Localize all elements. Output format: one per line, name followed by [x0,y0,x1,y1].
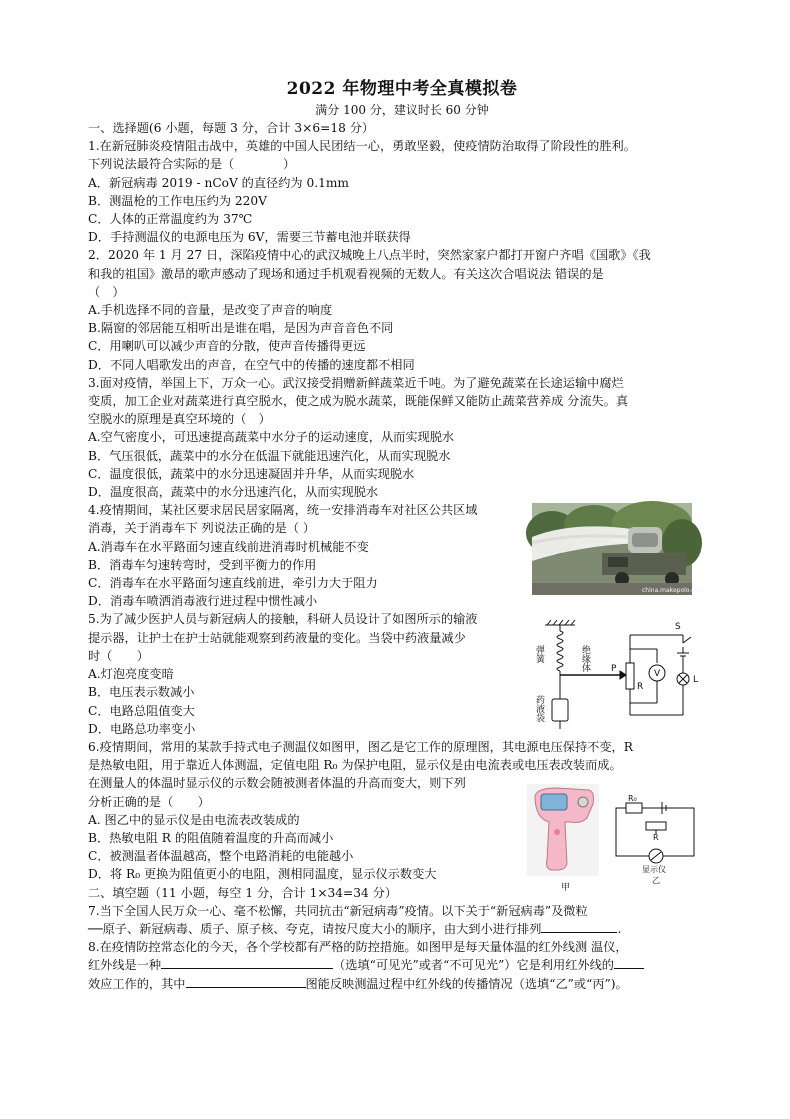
label-insulator: 绝缘体 [580,645,590,672]
q8-text-c: 效应工作的，其中 [88,976,186,991]
exam-subtitle: 满分 100 分，建议时长 60 分钟 [315,103,489,117]
fig-label-jia: 甲 [561,883,571,893]
ceiling-hatch [547,620,575,625]
q2-stem-line1: 2．2020 年 1 月 27 日，深陷疫情中心的武汉城晚上八点半时，突然家家户都打开窗户齐唱《国歌》《我 [88,248,651,263]
q6-stem-line3: 在测量人的体温时显示仪的示数会随被测者体温的升高而变大，则下列 [88,776,466,791]
q5-option-d: D．电路总功率变小 [88,721,196,736]
q1-option-a: A．新冠病毒 2019 - nCoV 的直径约为 0.1mm [88,175,349,190]
q2-stem-line3: （ ） [88,284,125,299]
label-bag: 药液袋 [534,695,544,722]
q4-stem-line1: 4.疫情期间，某社区要求居民居家隔离，统一安排消毒车对社区公共区域 [88,503,478,518]
label-R: R [653,833,659,842]
q5-option-c: C．电路总阻值变大 [88,703,195,718]
q8-stem-line2 [88,956,716,974]
q1-stem-line2: 下列说法最符合实际的是（ ） [88,157,296,172]
q8-text-d: 图能反映测温过程中红外线的传播情况（选填“乙”或“丙”)。 [305,976,628,991]
q5-stem-line1: 5.为了减少医护人员与新冠病人的接触，科研人员设计了如图所示的输液 [88,612,478,627]
q8-answer-blank-1[interactable] [161,956,333,969]
q3-option-c: C．温度很低，蔬菜中的水分迅速凝固并升华，从而实现脱水 [88,466,415,481]
resistor-R0 [626,803,642,813]
q4-stem-line2: 消毒，关于消毒车下 列说法正确的是（ ） [88,521,316,536]
q7-stem-line1: 7.当下全国人民万众一心、毫不松懈，共同抗击“新冠病毒”疫情。以下关于“新冠病毒”及微粒 [88,903,588,918]
q6-option-c: C．被测温者体温越高，整个电路消耗的电能越小 [88,849,354,864]
q5-option-a: A.灯泡亮度变暗 [88,667,174,682]
q2-option-c: C．用喇叭可以减少声音的分散，使声音传播得更远 [88,339,366,354]
label-P: P [611,664,617,674]
label-R0: R₀ [628,794,637,803]
q3-stem-line1: 3.面对疫情，举国上下，万众一心。武汉接受捐赠新鲜蔬菜近千吨。为了避免蔬菜在长途运输中腐烂 [88,375,624,390]
q1-option-b: B．测温枪的工作电压约为 220V [88,193,267,208]
q2-option-d: D．不同人唱歌发出的声音，在空气中的传播的速度都不相同 [88,357,415,372]
thermometer-screen [541,794,567,810]
q6-option-a: A. 图乙中的显示仪是由电流表改装成的 [88,812,300,827]
thermistor-R [646,822,666,830]
q6-circuit-figure [610,794,700,886]
q6-thermometer-photo [527,784,599,893]
q8-text-b: （选填“可见光”或者“不可见光”）它是利用红外线的 [333,958,614,973]
q1-option-c: C．人体的正常温度约为 37℃ [88,212,253,227]
exam-title: 2022 年物理中考全真模拟卷 [286,79,518,99]
label-V: V [654,669,661,679]
section-fill-heading: 二、填空题（11 小题，每空 1 分，合计 1×34=34 分） [88,885,398,900]
q7-stem-end: . [617,921,622,936]
liquid-bag-icon [552,699,568,721]
q2-stem-line2: 和我的祖国》激昂的歌声感动了现场和通过手机观看视频的无数人。有关这次合唱说法 错误的是 [88,266,604,281]
rheostat-resistor [626,663,634,689]
q3-option-a: A.空气密度小，可迅速提高蔬菜中水分子的运动速度，从而实现脱水 [88,430,455,445]
spring-icon [557,631,563,671]
q1-option-d: D．手持测温仪的电源电压为 6V，需要三节蓄电池并联获得 [88,230,411,245]
q6-option-d: D．将 R₀ 更换为阻值更小的电阻，测相同温度，显示仪示数变大 [88,867,437,882]
q5-stem-line2: 提示器，让护士在护士站就能观察到药液量的变化。当袋中药液量减少 [88,630,466,645]
q8-answer-blank-2[interactable] [614,956,644,969]
q7-answer-blank[interactable] [541,920,617,933]
q7-stem-line2 [88,920,716,938]
q4-option-b: B．消毒车匀速转弯时，受到平衡力的作用 [88,557,317,572]
q5-option-b: B．电压表示数减小 [88,685,195,700]
q1-stem-line1: 1.在新冠肺炎疫情阻击战中，英雄的中国人民团结一心，勇敢坚毅，使疫情防治取得了阶段性的胜利。 [88,139,636,154]
q4-option-c: C．消毒车在水平路面匀速直线前进，牵引力大于阻力 [88,576,378,591]
label-display: 显示仪 [642,865,666,874]
q6-stem-line2: 是热敏电阻，用于靠近人体测温，定值电阻 R₀ 为保护电阻，显示仪是由电流表或电压表改装而成。 [88,758,622,773]
fig-label-yi: 乙 [652,876,660,885]
q4-disinfection-vehicle-photo [532,503,705,595]
q8-text-a: 红外线是一种 [88,958,162,973]
q3-stem-line3: 空脱水的原理是真空环境的（ ） [88,412,271,427]
q3-stem-line2: 变质，加工企业对蔬菜进行真空脱水，使之成为脱水蔬菜，既能保鲜又能防止蔬菜营养成 分流失。真 [88,394,629,409]
label-spring-1: 弹簧 [534,645,544,663]
q6-option-b: B．热敏电阻 R 的阻值随着温度的升高而减小 [88,830,334,845]
q4-option-a: A.消毒车在水平路面匀速直线前进消毒时机械能不变 [88,539,369,554]
label-S: S [675,622,681,632]
q6-stem-line1: 6.疫情期间，常用的某款手持式电子测温仪如图甲，图乙是它工作的原理图，其电源电压保持不变，R [88,739,633,754]
slider-arrow [620,671,626,679]
q5-stem-line3: 时（ ） [88,648,149,663]
q4-option-d: D．消毒车喷洒消毒液行进过程中惯性减小 [88,594,318,609]
photo-watermark: china.makepolo.com [642,587,705,594]
thermometer-sensor [578,797,588,807]
q2-option-a: A.手机选择不同的音量，是改变了声音的响度 [88,303,333,318]
label-R: R [637,682,644,692]
q5-infusion-circuit-figure [525,617,710,737]
q2-option-b: B.隔窗的邻居能互相听出是谁在唱，是因为声音音色不同 [88,321,394,336]
q6-stem-line4: 分析正确的是（ ） [88,794,210,809]
section-choice-heading: 一、选择题(6 小题，每题 3 分，合计 3×6=18 分） [88,121,375,135]
switch-icon [683,637,691,643]
label-L: L [693,675,699,685]
q7-stem-text: ──原子、新冠病毒、质子、原子核、夸克，请按尺度大小的顺序，由大到小进行排列 [88,921,542,936]
q3-option-b: B．气压很低，蔬菜中的水分在低温下就能迅速汽化，从而实现脱水 [88,448,451,463]
q8-stem-line3 [88,975,716,993]
q8-answer-blank-3[interactable] [186,975,306,988]
q8-stem-line1: 8.在疫情防控常态化的今天，各个学校都有严格的防控措施。如图甲是每天量体温的红外线测 温仪， [88,940,628,955]
q3-option-d: D．温度很高，蔬菜中的水分迅速汽化，从而实现脱水 [88,485,379,500]
